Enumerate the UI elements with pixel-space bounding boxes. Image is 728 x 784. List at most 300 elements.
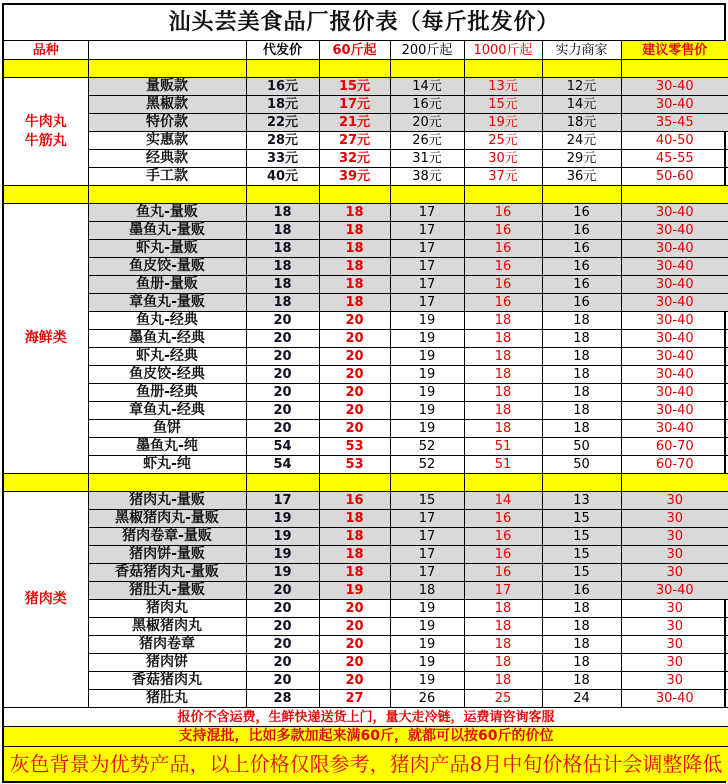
retail-cell: 30-40 (621, 366, 728, 384)
from1000-cell: 18 (464, 402, 542, 420)
from200-cell: 18 (390, 582, 464, 600)
from60-cell: 27 (319, 690, 390, 708)
strong-dealer-cell: 18 (542, 312, 621, 330)
dropship-cell: 20 (246, 420, 319, 438)
retail-cell: 30-40 (621, 348, 728, 366)
name-cell: 猪肉饼-量贩 (88, 546, 246, 564)
separator-cell (88, 474, 246, 492)
price-row (4, 654, 728, 672)
from60-cell: 20 (319, 636, 390, 654)
retail-cell: 40-50 (621, 132, 728, 150)
separator-cell (542, 60, 621, 78)
from200-cell: 17 (390, 258, 464, 276)
from1000-cell: 25 (464, 690, 542, 708)
strong-dealer-cell: 16 (542, 258, 621, 276)
separator-cell (4, 186, 88, 204)
name-cell: 鱼丸-经典 (88, 312, 246, 330)
header-dropship: 代发价 (246, 41, 319, 60)
strong-dealer-cell: 16 (542, 582, 621, 600)
dropship-cell: 19 (246, 528, 319, 546)
from200-cell: 17 (390, 276, 464, 294)
from1000-cell: 18 (464, 366, 542, 384)
price-row (4, 366, 728, 384)
dropship-cell: 18 (246, 204, 319, 222)
price-row (4, 330, 728, 348)
price-row (4, 402, 728, 420)
strong-dealer-cell: 18 (542, 384, 621, 402)
from60-cell: 27元 (319, 132, 390, 150)
retail-cell: 30-40 (621, 402, 728, 420)
from60-cell: 20 (319, 330, 390, 348)
retail-cell: 30 (621, 636, 728, 654)
yellow-separator-row (4, 474, 728, 492)
separator-cell (390, 474, 464, 492)
dropship-cell: 40元 (246, 168, 319, 186)
from200-cell: 17 (390, 528, 464, 546)
from200-cell: 19 (390, 654, 464, 672)
price-row (4, 204, 728, 222)
price-row (4, 456, 728, 474)
dropship-cell: 18 (246, 276, 319, 294)
category-cell (4, 78, 88, 186)
name-cell: 猪肚丸-量贩 (88, 582, 246, 600)
name-cell: 猪肉丸-量贩 (88, 492, 246, 510)
name-cell: 黑椒猪肉丸 (88, 618, 246, 636)
separator-cell (246, 186, 319, 204)
strong-dealer-cell: 15 (542, 546, 621, 564)
from200-cell: 19 (390, 420, 464, 438)
category-label: 牛肉丸 (24, 113, 67, 130)
name-cell: 猪肚丸 (88, 690, 246, 708)
name-cell: 鱼饼 (88, 420, 246, 438)
from60-cell: 18 (319, 294, 390, 312)
from1000-cell: 16 (464, 528, 542, 546)
from60-cell: 53 (319, 456, 390, 474)
from60-cell: 20 (319, 348, 390, 366)
from1000-cell: 18 (464, 312, 542, 330)
retail-cell: 30 (621, 600, 728, 618)
price-row (4, 96, 728, 114)
separator-cell (464, 60, 542, 78)
price-row (4, 690, 728, 708)
from1000-cell: 18 (464, 654, 542, 672)
from200-cell: 19 (390, 366, 464, 384)
strong-dealer-cell: 18 (542, 348, 621, 366)
from60-cell: 32元 (319, 150, 390, 168)
price-row (4, 312, 728, 330)
price-row (4, 672, 728, 690)
retail-cell: 30 (621, 546, 728, 564)
price-row (4, 348, 728, 366)
category-cell: 猪肉类 (4, 492, 88, 708)
strong-dealer-cell: 13 (542, 492, 621, 510)
from60-cell: 19 (319, 582, 390, 600)
price-row (4, 276, 728, 294)
from200-cell: 19 (390, 618, 464, 636)
from60-cell: 15元 (319, 78, 390, 96)
dropship-cell: 20 (246, 348, 319, 366)
from60-cell: 18 (319, 564, 390, 582)
yellow-separator-row (4, 60, 728, 78)
price-row (4, 618, 728, 636)
dropship-cell: 20 (246, 600, 319, 618)
from200-cell: 52 (390, 456, 464, 474)
dropship-cell: 54 (246, 456, 319, 474)
from1000-cell: 18 (464, 672, 542, 690)
from60-cell: 18 (319, 528, 390, 546)
strong-dealer-cell: 16 (542, 276, 621, 294)
separator-cell (4, 474, 88, 492)
strong-dealer-cell: 36元 (542, 168, 621, 186)
dropship-cell: 22元 (246, 114, 319, 132)
dropship-cell: 18 (246, 258, 319, 276)
from1000-cell: 16 (464, 240, 542, 258)
dropship-cell: 19 (246, 510, 319, 528)
separator-cell (319, 474, 390, 492)
price-row (4, 168, 728, 186)
from200-cell: 16元 (390, 96, 464, 114)
header-from200: 200斤起 (390, 41, 464, 60)
from200-cell: 52 (390, 438, 464, 456)
from1000-cell: 18 (464, 384, 542, 402)
retail-cell: 30-40 (621, 96, 728, 114)
name-cell: 特价款 (88, 114, 246, 132)
from1000-cell: 19元 (464, 114, 542, 132)
strong-dealer-cell: 18 (542, 636, 621, 654)
mixed-batch-note-row (4, 727, 728, 747)
header-from60: 60斤起 (319, 41, 390, 60)
from200-cell: 20元 (390, 114, 464, 132)
name-cell: 猪肉卷章-量贩 (88, 528, 246, 546)
category-cell: 海鲜类 (4, 204, 88, 474)
from1000-cell: 18 (464, 618, 542, 636)
dropship-cell: 20 (246, 618, 319, 636)
separator-cell (621, 186, 728, 204)
strong-dealer-cell: 18 (542, 420, 621, 438)
from200-cell: 19 (390, 312, 464, 330)
price-row (4, 222, 728, 240)
from200-cell: 19 (390, 330, 464, 348)
from1000-cell: 16 (464, 276, 542, 294)
retail-cell: 30-40 (621, 222, 728, 240)
retail-cell: 30 (621, 492, 728, 510)
from200-cell: 19 (390, 672, 464, 690)
strong-dealer-cell: 50 (542, 438, 621, 456)
from1000-cell: 15元 (464, 96, 542, 114)
retail-cell: 30-40 (621, 690, 728, 708)
name-cell: 墨鱼丸-纯 (88, 438, 246, 456)
strong-dealer-cell: 18 (542, 600, 621, 618)
from1000-cell: 16 (464, 204, 542, 222)
strong-dealer-cell: 18 (542, 402, 621, 420)
from60-cell: 20 (319, 600, 390, 618)
retail-cell: 30 (621, 510, 728, 528)
from200-cell: 15 (390, 492, 464, 510)
dropship-cell: 16元 (246, 78, 319, 96)
name-cell: 猪肉饼 (88, 654, 246, 672)
from60-cell: 20 (319, 384, 390, 402)
price-row (4, 114, 728, 132)
retail-cell: 45-55 (621, 150, 728, 168)
from60-cell: 53 (319, 438, 390, 456)
name-cell: 虾丸-经典 (88, 348, 246, 366)
from1000-cell: 51 (464, 456, 542, 474)
price-row (4, 132, 728, 150)
name-cell: 章鱼丸-量贩 (88, 294, 246, 312)
name-cell: 章鱼丸-经典 (88, 402, 246, 420)
from1000-cell: 16 (464, 564, 542, 582)
name-cell: 香菇猪肉丸 (88, 672, 246, 690)
dropship-cell: 20 (246, 330, 319, 348)
dropship-cell: 20 (246, 654, 319, 672)
dropship-cell: 20 (246, 384, 319, 402)
name-cell: 猪肉卷章 (88, 636, 246, 654)
from200-cell: 17 (390, 546, 464, 564)
header-from1000: 1000斤起 (464, 41, 542, 60)
name-cell: 黑椒猪肉丸-量贩 (88, 510, 246, 528)
from200-cell: 38元 (390, 168, 464, 186)
dropship-cell: 20 (246, 402, 319, 420)
retail-cell: 30-40 (621, 204, 728, 222)
dropship-cell: 18元 (246, 96, 319, 114)
shipping-note: 报价不含运费，生鲜快递送货上门，量大走冷链，运费请咨询客服 (4, 708, 728, 727)
from60-cell: 20 (319, 420, 390, 438)
name-cell: 墨鱼丸-量贩 (88, 222, 246, 240)
dropship-cell: 18 (246, 222, 319, 240)
price-row (4, 582, 728, 600)
strong-dealer-cell: 16 (542, 294, 621, 312)
separator-cell (464, 186, 542, 204)
from200-cell: 17 (390, 510, 464, 528)
dropship-cell: 19 (246, 546, 319, 564)
price-row (4, 384, 728, 402)
header-category: 品种 (4, 41, 88, 60)
from60-cell: 17元 (319, 96, 390, 114)
from200-cell: 17 (390, 564, 464, 582)
from200-cell: 19 (390, 384, 464, 402)
separator-cell (319, 60, 390, 78)
from1000-cell: 18 (464, 348, 542, 366)
price-row (4, 78, 728, 96)
dropship-cell: 20 (246, 636, 319, 654)
from200-cell: 14元 (390, 78, 464, 96)
name-cell: 实惠款 (88, 132, 246, 150)
from1000-cell: 51 (464, 438, 542, 456)
retail-cell: 30-40 (621, 258, 728, 276)
retail-cell: 30-40 (621, 276, 728, 294)
dropship-cell: 28元 (246, 132, 319, 150)
price-sheet (2, 3, 726, 783)
separator-cell (621, 60, 728, 78)
from1000-cell: 16 (464, 294, 542, 312)
category-label: 牛筋丸 (24, 132, 67, 149)
strong-dealer-cell: 18 (542, 618, 621, 636)
dropship-cell: 20 (246, 672, 319, 690)
dropship-cell: 18 (246, 240, 319, 258)
from1000-cell: 25元 (464, 132, 542, 150)
name-cell: 量贩款 (88, 78, 246, 96)
name-cell: 虾丸-量贩 (88, 240, 246, 258)
retail-cell: 30 (621, 564, 728, 582)
from1000-cell: 18 (464, 330, 542, 348)
retail-cell: 35-45 (621, 114, 728, 132)
from1000-cell: 30元 (464, 150, 542, 168)
retail-cell: 30-40 (621, 330, 728, 348)
mixed-batch-note: 支持混批，比如多款加起来满60斤，就都可以按60斤的价位 (4, 727, 728, 747)
from60-cell: 39元 (319, 168, 390, 186)
separator-cell (542, 186, 621, 204)
from60-cell: 20 (319, 402, 390, 420)
price-row (4, 240, 728, 258)
from200-cell: 26 (390, 690, 464, 708)
price-row (4, 294, 728, 312)
from60-cell: 18 (319, 510, 390, 528)
from200-cell: 17 (390, 240, 464, 258)
name-cell: 香菇猪肉丸-量贩 (88, 564, 246, 582)
dropship-cell: 54 (246, 438, 319, 456)
from200-cell: 19 (390, 402, 464, 420)
from1000-cell: 16 (464, 546, 542, 564)
separator-cell (246, 474, 319, 492)
name-cell: 手工款 (88, 168, 246, 186)
price-row (4, 492, 728, 510)
strong-dealer-cell: 18 (542, 330, 621, 348)
retail-cell: 60-70 (621, 456, 728, 474)
retail-cell: 30-40 (621, 420, 728, 438)
price-row (4, 600, 728, 618)
name-cell: 虾丸-纯 (88, 456, 246, 474)
name-cell: 鱼皮饺-量贩 (88, 258, 246, 276)
from60-cell: 20 (319, 366, 390, 384)
separator-cell (390, 186, 464, 204)
from60-cell: 20 (319, 618, 390, 636)
strong-dealer-cell: 50 (542, 456, 621, 474)
from60-cell: 21元 (319, 114, 390, 132)
name-cell: 鱼册-经典 (88, 384, 246, 402)
separator-cell (88, 186, 246, 204)
price-row (4, 528, 728, 546)
from1000-cell: 37元 (464, 168, 542, 186)
dropship-cell: 17 (246, 492, 319, 510)
price-table (4, 41, 728, 781)
from1000-cell: 17 (464, 582, 542, 600)
header-strong-dealer: 实力商家 (542, 41, 621, 60)
from60-cell: 18 (319, 258, 390, 276)
shipping-note-row (4, 708, 728, 727)
from60-cell: 20 (319, 672, 390, 690)
from60-cell: 18 (319, 546, 390, 564)
dropship-cell: 19 (246, 564, 319, 582)
strong-dealer-cell: 14元 (542, 96, 621, 114)
header-name (88, 41, 246, 60)
from60-cell: 18 (319, 276, 390, 294)
price-row (4, 636, 728, 654)
separator-cell (464, 474, 542, 492)
from1000-cell: 13元 (464, 78, 542, 96)
name-cell: 鱼丸-量贩 (88, 204, 246, 222)
separator-cell (542, 474, 621, 492)
retail-cell: 30 (621, 654, 728, 672)
yellow-separator-row (4, 186, 728, 204)
disclaimer-note: 灰色背景为优势产品，以上价格仅限参考，猪肉产品8月中旬价格估计会调整降低 (4, 747, 728, 782)
name-cell: 鱼册-量贩 (88, 276, 246, 294)
from1000-cell: 14 (464, 492, 542, 510)
from60-cell: 18 (319, 222, 390, 240)
name-cell: 墨鱼丸-经典 (88, 330, 246, 348)
separator-cell (390, 60, 464, 78)
from1000-cell: 16 (464, 510, 542, 528)
strong-dealer-cell: 12元 (542, 78, 621, 96)
from200-cell: 19 (390, 600, 464, 618)
strong-dealer-cell: 15 (542, 510, 621, 528)
separator-cell (4, 60, 88, 78)
name-cell: 猪肉丸 (88, 600, 246, 618)
retail-cell: 30-40 (621, 384, 728, 402)
from200-cell: 19 (390, 636, 464, 654)
from200-cell: 26元 (390, 132, 464, 150)
price-row (4, 258, 728, 276)
dropship-cell: 20 (246, 582, 319, 600)
retail-cell: 30 (621, 672, 728, 690)
from200-cell: 17 (390, 294, 464, 312)
strong-dealer-cell: 16 (542, 222, 621, 240)
retail-cell: 30 (621, 528, 728, 546)
from60-cell: 16 (319, 492, 390, 510)
separator-cell (88, 60, 246, 78)
price-row (4, 510, 728, 528)
header-retail: 建议零售价 (621, 41, 728, 60)
strong-dealer-cell: 18 (542, 672, 621, 690)
strong-dealer-cell: 18元 (542, 114, 621, 132)
dropship-cell: 20 (246, 366, 319, 384)
retail-cell: 30-40 (621, 240, 728, 258)
from60-cell: 18 (319, 204, 390, 222)
name-cell: 鱼皮饺-经典 (88, 366, 246, 384)
from200-cell: 17 (390, 204, 464, 222)
retail-cell: 30 (621, 618, 728, 636)
separator-cell (246, 60, 319, 78)
strong-dealer-cell: 16 (542, 204, 621, 222)
dropship-cell: 18 (246, 294, 319, 312)
strong-dealer-cell: 29元 (542, 150, 621, 168)
price-row (4, 150, 728, 168)
strong-dealer-cell: 15 (542, 564, 621, 582)
retail-cell: 30-40 (621, 78, 728, 96)
name-cell: 黑椒款 (88, 96, 246, 114)
price-row (4, 438, 728, 456)
retail-cell: 30-40 (621, 294, 728, 312)
separator-cell (319, 186, 390, 204)
from200-cell: 17 (390, 222, 464, 240)
strong-dealer-cell: 24元 (542, 132, 621, 150)
price-row (4, 420, 728, 438)
dropship-cell: 33元 (246, 150, 319, 168)
separator-cell (621, 474, 728, 492)
strong-dealer-cell: 24 (542, 690, 621, 708)
from1000-cell: 18 (464, 600, 542, 618)
from1000-cell: 18 (464, 420, 542, 438)
retail-cell: 30-40 (621, 312, 728, 330)
sheet-title: 汕头芸美食品厂报价表（每斤批发价） (4, 5, 724, 41)
from200-cell: 31元 (390, 150, 464, 168)
name-cell: 经典款 (88, 150, 246, 168)
retail-cell: 60-70 (621, 438, 728, 456)
from200-cell: 19 (390, 348, 464, 366)
from1000-cell: 16 (464, 222, 542, 240)
from60-cell: 20 (319, 312, 390, 330)
price-row (4, 564, 728, 582)
dropship-cell: 28 (246, 690, 319, 708)
